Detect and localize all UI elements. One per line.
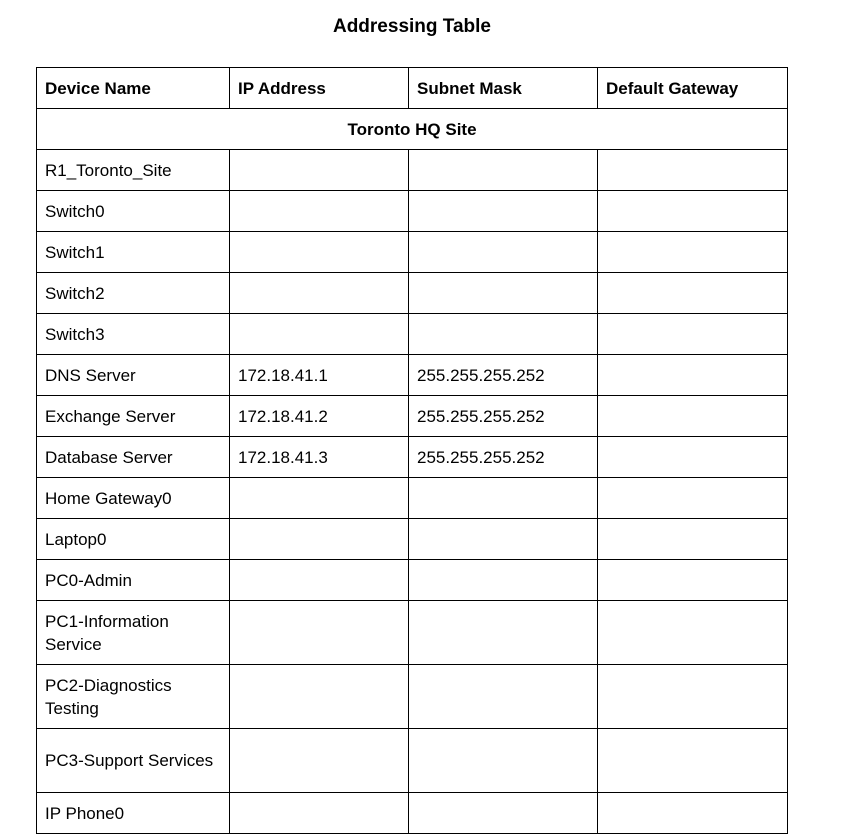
device-name-cell: Switch1 bbox=[37, 232, 230, 273]
table-row bbox=[37, 150, 788, 191]
ip-address-cell bbox=[230, 478, 409, 519]
ip-address-cell bbox=[230, 519, 409, 560]
header-subnet-mask: Subnet Mask bbox=[409, 68, 598, 109]
default-gateway-cell bbox=[598, 519, 788, 560]
default-gateway-cell bbox=[598, 560, 788, 601]
device-name-cell: Home Gateway0 bbox=[37, 478, 230, 519]
device-name-cell: PC1-Information Service bbox=[37, 601, 230, 665]
ip-address-cell bbox=[230, 150, 409, 191]
subnet-mask-cell bbox=[409, 729, 598, 793]
page-title: Addressing Table bbox=[332, 16, 491, 37]
header-default-gateway: Default Gateway bbox=[598, 68, 788, 109]
section-title: Toronto HQ Site bbox=[37, 109, 788, 150]
subnet-mask-cell bbox=[409, 601, 598, 665]
ip-address-cell: 172.18.41.1 bbox=[230, 355, 409, 396]
addressing-table bbox=[36, 67, 788, 834]
table-row bbox=[37, 232, 788, 273]
device-name-cell: PC2-Diagnostics Testing bbox=[37, 665, 230, 729]
device-name-cell: Switch2 bbox=[37, 273, 230, 314]
device-name-cell: Database Server bbox=[37, 437, 230, 478]
ip-address-cell bbox=[230, 793, 409, 834]
default-gateway-cell bbox=[598, 478, 788, 519]
device-name-cell: PC3-Support Services bbox=[37, 729, 230, 793]
table-row bbox=[37, 601, 788, 665]
table-row bbox=[37, 437, 788, 478]
device-name-cell: DNS Server bbox=[37, 355, 230, 396]
default-gateway-cell bbox=[598, 355, 788, 396]
subnet-mask-cell bbox=[409, 150, 598, 191]
default-gateway-cell bbox=[598, 665, 788, 729]
table-row bbox=[37, 519, 788, 560]
table-row bbox=[37, 478, 788, 519]
default-gateway-cell bbox=[598, 273, 788, 314]
device-name-cell: Switch0 bbox=[37, 191, 230, 232]
default-gateway-cell bbox=[598, 437, 788, 478]
table-row bbox=[37, 560, 788, 601]
device-name-cell: R1_Toronto_Site bbox=[37, 150, 230, 191]
subnet-mask-cell bbox=[409, 191, 598, 232]
table-row bbox=[37, 793, 788, 834]
ip-address-cell bbox=[230, 273, 409, 314]
subnet-mask-cell bbox=[409, 478, 598, 519]
section-row bbox=[37, 109, 788, 150]
ip-address-cell bbox=[230, 560, 409, 601]
subnet-mask-cell bbox=[409, 314, 598, 355]
table-row bbox=[37, 665, 788, 729]
device-name-cell: Switch3 bbox=[37, 314, 230, 355]
default-gateway-cell bbox=[598, 150, 788, 191]
header-ip-address: IP Address bbox=[230, 68, 409, 109]
ip-address-cell: 172.18.41.3 bbox=[230, 437, 409, 478]
ip-address-cell bbox=[230, 232, 409, 273]
table-row bbox=[37, 396, 788, 437]
subnet-mask-cell bbox=[409, 519, 598, 560]
table-row bbox=[37, 273, 788, 314]
default-gateway-cell bbox=[598, 314, 788, 355]
table-row bbox=[37, 314, 788, 355]
default-gateway-cell bbox=[598, 729, 788, 793]
ip-address-cell: 172.18.41.2 bbox=[230, 396, 409, 437]
subnet-mask-cell: 255.255.255.252 bbox=[409, 355, 598, 396]
default-gateway-cell bbox=[598, 191, 788, 232]
subnet-mask-cell bbox=[409, 560, 598, 601]
subnet-mask-cell bbox=[409, 232, 598, 273]
default-gateway-cell bbox=[598, 396, 788, 437]
device-name-cell: IP Phone0 bbox=[37, 793, 230, 834]
device-name-cell: Exchange Server bbox=[37, 396, 230, 437]
subnet-mask-cell bbox=[409, 273, 598, 314]
subnet-mask-cell bbox=[409, 665, 598, 729]
table-row bbox=[37, 729, 788, 793]
subnet-mask-cell: 255.255.255.252 bbox=[409, 437, 598, 478]
default-gateway-cell bbox=[598, 793, 788, 834]
device-name-cell: Laptop0 bbox=[37, 519, 230, 560]
table-row bbox=[37, 355, 788, 396]
default-gateway-cell bbox=[598, 601, 788, 665]
ip-address-cell bbox=[230, 191, 409, 232]
default-gateway-cell bbox=[598, 232, 788, 273]
table-row bbox=[37, 191, 788, 232]
ip-address-cell bbox=[230, 601, 409, 665]
device-name-cell: PC0-Admin bbox=[37, 560, 230, 601]
subnet-mask-cell: 255.255.255.252 bbox=[409, 396, 598, 437]
ip-address-cell bbox=[230, 314, 409, 355]
ip-address-cell bbox=[230, 729, 409, 793]
header-row bbox=[37, 68, 788, 109]
subnet-mask-cell bbox=[409, 793, 598, 834]
header-device-name: Device Name bbox=[37, 68, 230, 109]
ip-address-cell bbox=[230, 665, 409, 729]
